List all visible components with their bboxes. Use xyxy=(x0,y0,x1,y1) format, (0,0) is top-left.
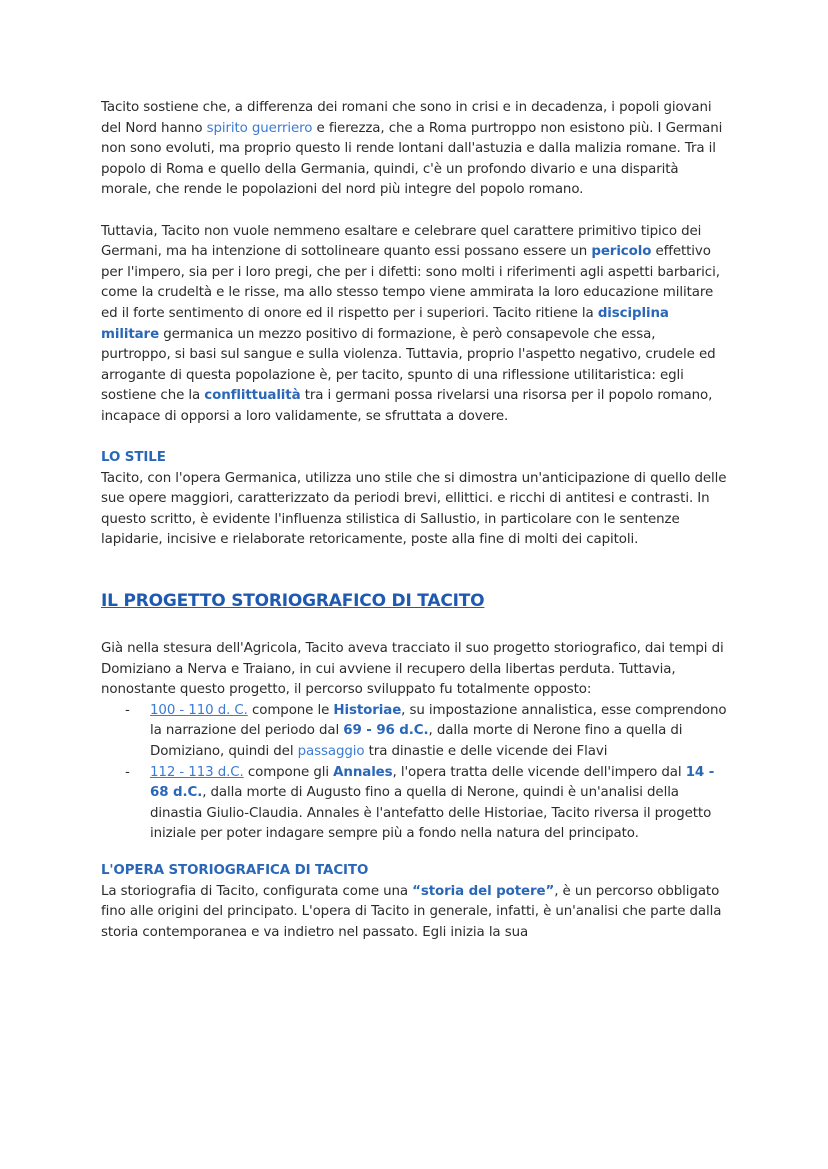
text: effettivo per l'impero, sia per i loro pregi, che per i difetti: sono molti i riferimenti agli aspetti barbarici, come la crudeltà e le risse, ma allo stesso tempo viene ammirata la loro educazione militare ed il forte sentimento di onore ed il rispetto per i superiori. Tacito ritiene la xyxy=(101,244,720,321)
dash-bullet: - xyxy=(125,764,130,780)
highlight-passaggio: passaggio xyxy=(297,744,365,760)
text: tra dinastie e delle vicende dei Flavi xyxy=(364,744,608,760)
document-body xyxy=(101,98,729,943)
list-item-historiae xyxy=(101,701,729,763)
highlight-range: 69 - 96 d.C. xyxy=(343,723,429,739)
paragraph-opera xyxy=(101,882,729,944)
paragraph-germani-nord xyxy=(101,98,729,201)
highlight-storia-del-potere: “storia del potere” xyxy=(412,883,555,899)
heading-lo-stile: LO STILE xyxy=(101,450,166,466)
highlight-conflittualita: conflittualità xyxy=(204,388,301,404)
text: tra i germani possa rivelarsi una risorsa per il popolo romano, incapace di opporsi a loro validamente, se sfruttata a dovere. xyxy=(101,388,713,424)
text: Tacito sostiene che, a differenza dei romani che sono in crisi e in decadenza, i popoli giovani del Nord hanno xyxy=(101,100,712,136)
text: germanica un mezzo positivo di formazione, è però consapevole che essa, purtroppo, si basi sul sangue e sulla violenza. Tuttavia, proprio l'aspetto negativo, crudele ed arrogante di questa popolazione è, per tacito, spunto di una riflessione utilitaristica: egli sostiene che la xyxy=(101,326,716,404)
highlight-annales: Annales xyxy=(333,764,393,780)
paragraph-pericolo xyxy=(101,222,729,428)
list-item-annales xyxy=(101,763,729,845)
highlight-disciplina-militare: disciplina militare xyxy=(101,305,669,342)
highlight-range: 14 - 68 d.C. xyxy=(150,764,715,801)
text: , l'opera tratta delle vicende dell'impero dal xyxy=(392,764,686,780)
highlight-historiae: Historiae xyxy=(333,702,402,718)
dash-bullet: - xyxy=(125,702,130,718)
text: , è un percorso obbligato fino alle origini del principato. L'opera di Tacito in generale, infatti, è un'analisi che parte dalla storia contemporanea e va indietro nel passato. Egli inizia la sua xyxy=(101,883,722,940)
text: compone gli xyxy=(243,764,334,780)
highlight-pericolo: pericolo xyxy=(591,244,652,260)
text: compone le xyxy=(247,702,334,718)
heading-progetto-storiografico: IL PROGETTO STORIOGRAFICO DI TACITO xyxy=(101,591,485,612)
text: , dalla morte di Augusto fino a quella di Nerone, quindi è un'analisi della dinastia Giulio-Claudia. Annales è l'antefatto delle Historiae, Tacito riversa il progetto iniziale per poter indagare sempre più a fondo nella natura del principato. xyxy=(150,785,712,842)
text: Tuttavia, Tacito non vuole nemmeno esaltare e celebrare quel carattere primitivo tipico dei Germani, ma ha intenzione di sottolineare quanto essi possano essere un xyxy=(101,223,702,260)
paragraph-progetto-intro: Già nella stesura dell'Agricola, Tacito aveva tracciato il suo progetto storiografico, dai tempi di Domiziano a Nerva e Traiano, in cui avviene il recupero della libertas perduta. Tuttavia, nonostante questo progetto, il percorso sviluppato fu totalmente opposto: xyxy=(101,641,724,698)
text: e fierezza, che a Roma purtroppo non esistono più. I Germani non sono evoluti, ma proprio questo li rende lontani dall'astuzia e dalla malizia romane. Tra il popolo di Roma e quello della Germania, quindi, c'è un profondo divario e una disparità morale, che rende le popolazioni del nord più integre del popolo romano. xyxy=(101,120,723,198)
heading-opera-storiografica: L'OPERA STORIOGRAFICA DI TACITO xyxy=(101,863,369,878)
date-link[interactable]: 100 - 110 d. C. xyxy=(150,702,248,718)
text: , su impostazione annalistica, esse comprendono la narrazione del periodo dal xyxy=(150,702,727,739)
works-list xyxy=(101,701,729,845)
text: , dalla morte di Nerone fino a quella di Domiziano, quindi del xyxy=(150,723,683,760)
date-link[interactable]: 112 - 113 d.C. xyxy=(150,764,244,780)
highlight-spirito-guerriero: spirito guerriero xyxy=(206,120,313,136)
text: La storiografia di Tacito, configurata come una xyxy=(101,883,413,899)
paragraph-stile: Tacito, con l'opera Germanica, utilizza uno stile che si dimostra un'anticipazione di quello delle sue opere maggiori, caratterizzato da periodi brevi, ellittici. e ricchi di antitesi e contrasti. In questo scritto, è evidente l'influenza stilistica di Sallustio, in particolare con le sentenze lapidarie, incisive e rielaborate retoricamente, poste alla fine di molti dei capitoli. xyxy=(101,470,727,548)
